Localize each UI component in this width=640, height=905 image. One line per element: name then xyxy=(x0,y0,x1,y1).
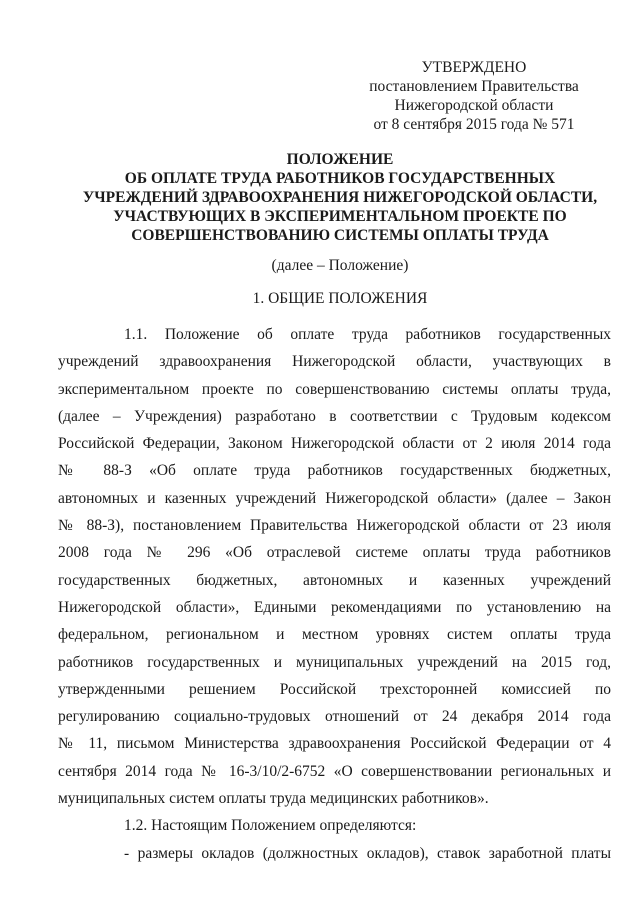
body-text xyxy=(58,321,611,867)
approval-heading: УТВЕРЖДЕНО xyxy=(421,59,527,76)
paragraph-line: федеральном, региональном и местном уровнях систем оплаты труда xyxy=(58,626,611,644)
paragraph-line: автономных и казенных учреждений Нижегородской области» (далее – Закон xyxy=(58,489,611,507)
title-line: СОВЕРШЕНСТВОВАНИЮ СИСТЕМЫ ОПЛАТЫ ТРУДА xyxy=(131,227,549,244)
document-title xyxy=(60,150,620,245)
approval-line: постановлением Правительства xyxy=(369,78,579,95)
title-line: УЧРЕЖДЕНИЙ ЗДРАВООХРАНЕНИЯ НИЖЕГОРОДСКОЙ ОБЛАСТИ, xyxy=(82,189,598,206)
paragraph-line: 1.1. Положение об оплате труда работников государственных xyxy=(124,326,611,343)
paragraph-line: № 88-З), постановлением Правительства Нижегородской области от 23 июля xyxy=(58,517,611,535)
paragraph-line: регулированию социально-трудовых отношений от 24 декабря 2014 года xyxy=(58,708,611,726)
list-item: - размеры окладов (должностных окладов), ставок заработной платы xyxy=(124,844,611,862)
approval-block xyxy=(344,58,604,134)
paragraph-line: учреждений здравоохранения Нижегородской области, участвующих в xyxy=(58,353,611,371)
paragraph-line: Нижегородской области», Едиными рекомендациями по установлению на xyxy=(58,598,611,616)
paragraph-line: государственных бюджетных, автономных и казенных учреждений xyxy=(58,571,611,589)
title-line: УЧАСТВУЮЩИХ В ЭКСПЕРИМЕНТАЛЬНОМ ПРОЕКТЕ ПО xyxy=(113,208,567,225)
paragraph-line: № 88-З «Об оплате труда работников государственных бюджетных, xyxy=(58,462,611,480)
paragraph-line: № 11, письмом Министерства здравоохранения Российской Федерации от 4 xyxy=(58,735,611,753)
paragraph-line: 2008 года № 296 «Об отраслевой системе оплаты труда работников xyxy=(58,544,611,562)
document-subtitle: (далее – Положение) xyxy=(271,257,409,274)
paragraph-line: муниципальных систем оплаты труда медицинских работников». xyxy=(58,790,489,808)
approval-date-number: от 8 сентября 2015 года № 571 xyxy=(373,116,575,133)
paragraph-line: Российской Федерации, Законом Нижегородской области от 2 июля 2014 года xyxy=(58,435,611,453)
section-heading: 1. ОБЩИЕ ПОЛОЖЕНИЯ xyxy=(252,290,428,307)
paragraph-line: экспериментальном проекте по совершенствованию системы оплаты труда, xyxy=(58,380,611,398)
paragraph-line: сентября 2014 года № 16-3/10/2-6752 «О совершенствовании региональных и xyxy=(58,762,611,780)
approval-line: Нижегородской области xyxy=(394,97,554,114)
paragraph-line: утвержденными решением Российской трехсторонней комиссией по xyxy=(58,680,611,698)
paragraph-1-2: 1.2. Настоящим Положением определяются: xyxy=(124,817,417,835)
title-line: ПОЛОЖЕНИЕ xyxy=(286,151,394,168)
title-line: ОБ ОПЛАТЕ ТРУДА РАБОТНИКОВ ГОСУДАРСТВЕННЫХ xyxy=(124,170,556,187)
paragraph-line: (далее – Учреждения) разработано в соответствии с Трудовым кодексом xyxy=(58,407,611,425)
paragraph-line: работников государственных и муниципальных учреждений на 2015 год, xyxy=(58,653,611,671)
